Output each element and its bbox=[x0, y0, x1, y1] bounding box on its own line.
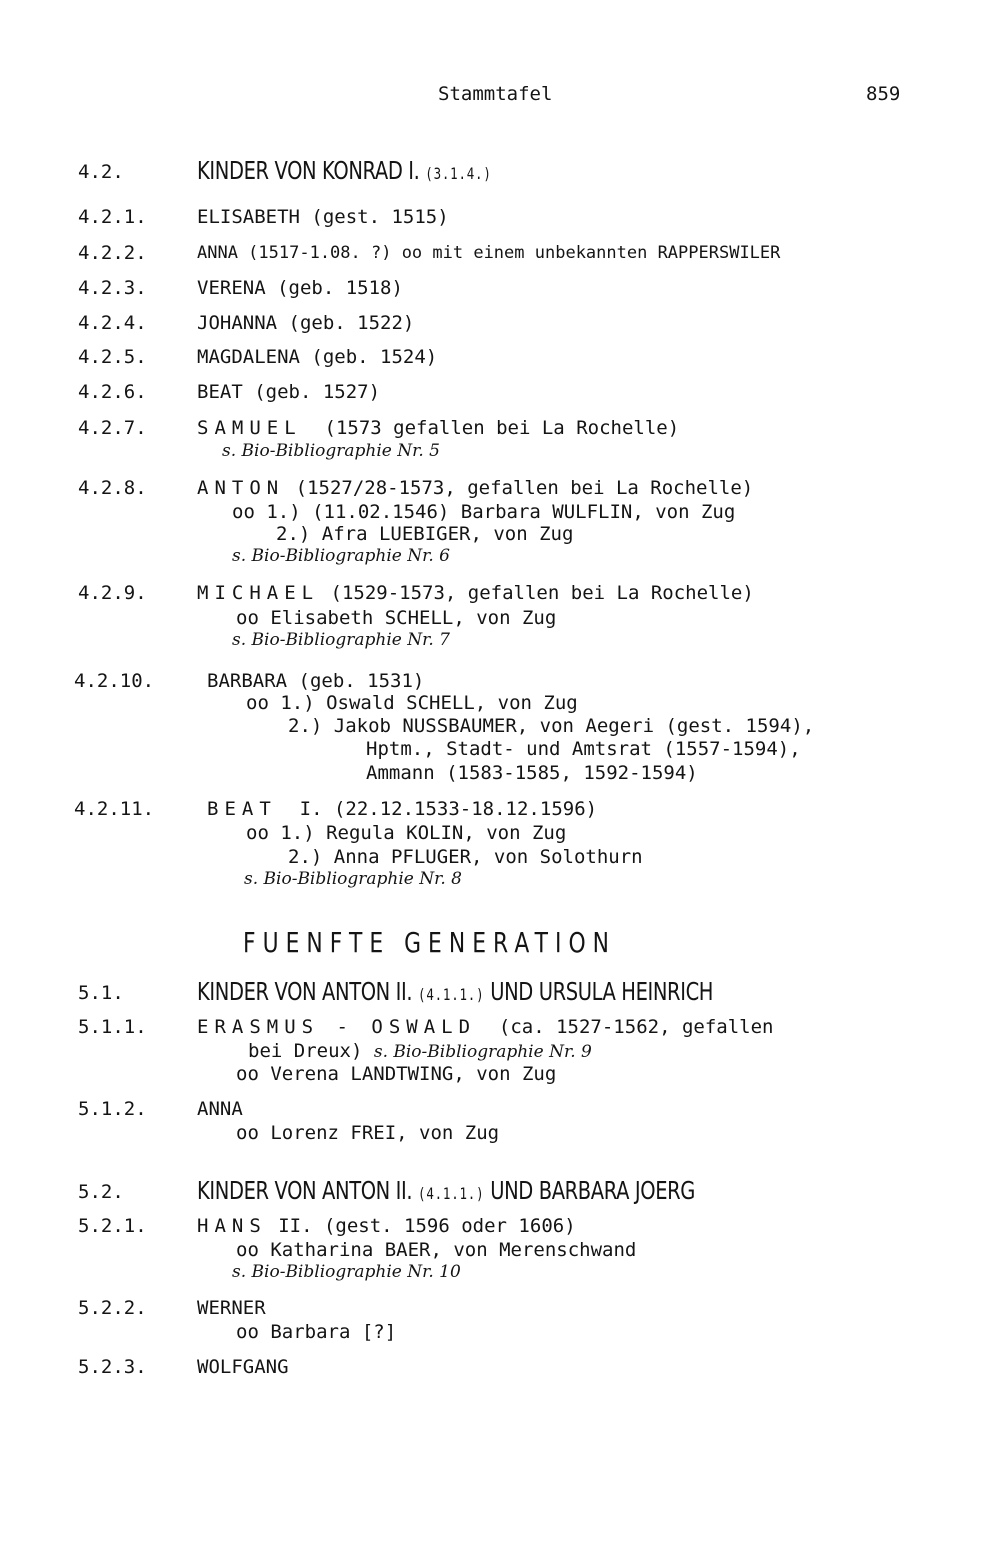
entry-text: WOLFGANG bbox=[197, 1356, 289, 1378]
section-heading bbox=[197, 156, 492, 185]
marriage-line: 2.) Jakob NUSSBAUMER, von Aegeri (gest. 1594), bbox=[288, 715, 815, 737]
entry-number: 5.1.2. bbox=[78, 1098, 147, 1120]
entry-detail: I. (22.12.1533-18.12.1596) bbox=[299, 798, 598, 820]
entry-text: WERNER bbox=[197, 1297, 266, 1319]
bio-reference: s. Bio-Bibliographie Nr. 7 bbox=[232, 630, 450, 650]
heading-text-b: UND BARBARA JOERG bbox=[490, 1176, 696, 1205]
bio-reference: s. Bio-Bibliographie Nr. 8 bbox=[244, 869, 462, 889]
entry-name: SAMUEL bbox=[197, 417, 302, 439]
entry-number: 4.2.2. bbox=[78, 242, 147, 264]
heading-ref: (3.1.4.) bbox=[425, 164, 492, 183]
entry-name: ANTON bbox=[197, 477, 285, 499]
marriage-line: oo Katharina BAER, von Merenschwand bbox=[236, 1239, 637, 1261]
marriage-line: oo Barbara [?] bbox=[236, 1321, 397, 1343]
entry-number: 5.1.1. bbox=[78, 1016, 147, 1038]
entry-name: MICHAEL bbox=[197, 582, 320, 604]
entry-text: BEAT (geb. 1527) bbox=[197, 381, 381, 403]
entry-detail-cont: bei Dreux) bbox=[248, 1040, 363, 1062]
section-number: 5.1. bbox=[78, 982, 124, 1004]
entry-detail: II. (gest. 1596 oder 1606) bbox=[278, 1215, 576, 1237]
entry-detail: (1573 gefallen bei La Rochelle) bbox=[324, 417, 680, 439]
heading-text: KINDER VON ANTON II. bbox=[197, 1176, 413, 1205]
section-heading bbox=[197, 1176, 695, 1205]
entry-text bbox=[197, 476, 753, 500]
entry-text bbox=[197, 1214, 576, 1238]
entry-number: 5.2.1. bbox=[78, 1215, 147, 1237]
bio-reference: s. Bio-Bibliographie Nr. 10 bbox=[232, 1262, 461, 1282]
entry-text bbox=[197, 581, 754, 605]
entry-text: ANNA bbox=[197, 1098, 243, 1120]
marriage-line: oo 1.) (11.02.1546) Barbara WULFLIN, von Zug bbox=[232, 501, 736, 523]
entry-name: BEAT bbox=[207, 798, 277, 820]
entry-detail: (1529-1573, gefallen bei La Rochelle) bbox=[330, 582, 754, 604]
heading-ref: (4.1.1.) bbox=[418, 985, 485, 1004]
entry-number: 4.2.8. bbox=[78, 477, 147, 499]
marriage-detail: Ammann (1583-1585, 1592-1594) bbox=[366, 762, 698, 784]
heading-text-b: UND URSULA HEINRICH bbox=[490, 977, 714, 1006]
entry-detail bbox=[248, 1039, 592, 1064]
marriage-line: 2.) Afra LUEBIGER, von Zug bbox=[276, 523, 574, 545]
section-heading bbox=[197, 977, 713, 1006]
entry-number: 4.2.10. bbox=[74, 670, 155, 692]
marriage-line: oo Elisabeth SCHELL, von Zug bbox=[236, 607, 557, 629]
page-number: 859 bbox=[866, 83, 901, 105]
entry-name: ERASMUS - OSWALD bbox=[197, 1016, 477, 1038]
entry-text: ELISABETH (gest. 1515) bbox=[197, 206, 449, 228]
entry-text: MAGDALENA (geb. 1524) bbox=[197, 346, 438, 368]
marriage-line: oo Verena LANDTWING, von Zug bbox=[236, 1063, 557, 1085]
entry-text bbox=[197, 1015, 773, 1039]
entry-detail: (1527/28-1573, gefallen bei La Rochelle) bbox=[295, 477, 754, 499]
marriage-line: oo Lorenz FREI, von Zug bbox=[236, 1122, 500, 1144]
entry-number: 4.2.7. bbox=[78, 417, 147, 439]
entry-number: 4.2.9. bbox=[78, 582, 147, 604]
entry-text bbox=[197, 416, 679, 440]
entry-number: 5.2.2. bbox=[78, 1297, 147, 1319]
entry-name: HANS bbox=[197, 1215, 267, 1237]
marriage-line: oo 1.) Regula KOLIN, von Zug bbox=[246, 822, 567, 844]
section-number: 5.2. bbox=[78, 1181, 124, 1203]
entry-text: BARBARA (geb. 1531) bbox=[207, 670, 425, 692]
entry-detail: (ca. 1527-1562, gefallen bbox=[498, 1016, 774, 1038]
marriage-line: oo 1.) Oswald SCHELL, von Zug bbox=[246, 692, 578, 714]
entry-number: 4.2.11. bbox=[74, 798, 155, 820]
marriage-line: 2.) Anna PFLUGER, von Solothurn bbox=[288, 846, 643, 868]
entry-text bbox=[207, 797, 597, 821]
section-number: 4.2. bbox=[78, 161, 124, 183]
bio-reference: s. Bio-Bibliographie Nr. 6 bbox=[232, 546, 450, 566]
heading-text: KINDER VON KONRAD I. bbox=[197, 156, 420, 185]
entry-number: 4.2.6. bbox=[78, 381, 147, 403]
heading-text: KINDER VON ANTON II. bbox=[197, 977, 413, 1006]
entry-number: 4.2.4. bbox=[78, 312, 147, 334]
bio-reference: s. Bio-Bibliographie Nr. 9 bbox=[373, 1042, 592, 1062]
entry-number: 5.2.3. bbox=[78, 1356, 147, 1378]
entry-text: ANNA (1517-1.08. ?) oo mit einem unbekannten RAPPERSWILER bbox=[197, 243, 781, 263]
bio-reference: s. Bio-Bibliographie Nr. 5 bbox=[222, 441, 440, 461]
entry-text: JOHANNA (geb. 1522) bbox=[197, 312, 415, 334]
heading-ref: (4.1.1.) bbox=[418, 1184, 485, 1203]
entry-number: 4.2.1. bbox=[78, 206, 147, 228]
generation-title: FUENFTE GENERATION bbox=[243, 926, 617, 959]
entry-text: VERENA (geb. 1518) bbox=[197, 277, 403, 299]
entry-number: 4.2.3. bbox=[78, 277, 147, 299]
marriage-detail: Hptm., Stadt- und Amtsrat (1557-1594), bbox=[366, 738, 801, 760]
running-title: Stammtafel bbox=[438, 83, 553, 105]
entry-number: 4.2.5. bbox=[78, 346, 147, 368]
